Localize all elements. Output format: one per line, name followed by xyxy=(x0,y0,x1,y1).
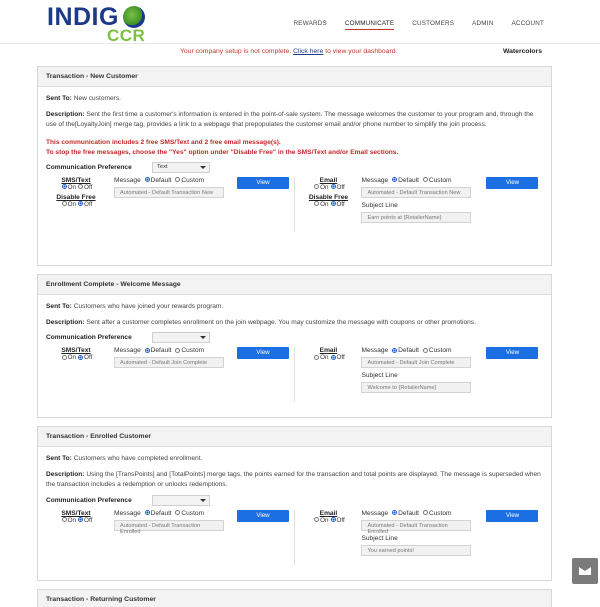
sent-to xyxy=(46,302,543,313)
sms-off-radio[interactable] xyxy=(78,184,83,189)
default-radio[interactable] xyxy=(392,348,397,353)
default-label: Default xyxy=(150,176,172,184)
disable-free-on-radio[interactable] xyxy=(314,201,319,206)
email-group xyxy=(305,177,351,208)
sms-message-group xyxy=(114,509,224,535)
pref-label: Communication Preference xyxy=(46,496,132,504)
custom-label: Custom xyxy=(181,176,205,184)
view-button[interactable]: View xyxy=(486,510,538,522)
custom-label: Custom xyxy=(181,509,205,517)
email-toggle xyxy=(305,184,351,191)
sms-section xyxy=(46,510,294,565)
custom-label: Custom xyxy=(181,347,205,354)
default-label: Default xyxy=(398,176,419,184)
on-label: On xyxy=(67,354,77,361)
sms-on-radio[interactable] xyxy=(62,355,67,360)
default-radio[interactable] xyxy=(392,510,397,515)
email-section xyxy=(294,177,543,232)
panel-title: Enrollment Complete - Welcome Message xyxy=(38,275,551,295)
sent-to-label: Sent To: xyxy=(46,303,72,310)
view-button[interactable]: View xyxy=(486,177,538,189)
nav-rewards[interactable]: REWARDS xyxy=(293,20,327,27)
email-title: Email xyxy=(319,176,338,184)
custom-radio[interactable] xyxy=(175,177,180,182)
default-label: Default xyxy=(398,347,419,354)
email-message-group xyxy=(361,347,471,393)
sent-to-label: Sent To: xyxy=(46,455,72,462)
default-label: Default xyxy=(398,509,419,517)
on-label: On xyxy=(67,183,77,191)
view-button[interactable]: View xyxy=(237,347,289,359)
custom-radio[interactable] xyxy=(175,348,180,353)
sms-template-field[interactable]: Automated - Default Transaction New xyxy=(114,187,224,198)
default-radio[interactable] xyxy=(392,177,397,182)
email-on-radio[interactable] xyxy=(314,355,319,360)
email-off-radio[interactable] xyxy=(331,355,336,360)
pref-label: Communication Preference xyxy=(46,334,132,341)
description-label: Description: xyxy=(46,470,85,478)
sms-section xyxy=(46,347,294,402)
email-toggle xyxy=(305,354,351,361)
sms-template-field[interactable]: Automated - Default Join Complete xyxy=(114,357,224,368)
disable-free-off-radio[interactable] xyxy=(78,201,83,206)
sms-section xyxy=(46,177,294,232)
nav-account[interactable]: ACCOUNT xyxy=(511,20,544,27)
sms-title: SMS/Text xyxy=(61,347,91,354)
description xyxy=(46,470,543,491)
default-radio[interactable] xyxy=(145,177,150,182)
sms-toggle xyxy=(48,184,104,191)
off-label: Off xyxy=(84,183,93,191)
email-toggle xyxy=(305,517,351,524)
disable-free-off-radio[interactable] xyxy=(331,201,336,206)
pref-label: Communication Preference xyxy=(46,163,132,171)
description xyxy=(46,110,543,131)
communication-preference xyxy=(46,162,543,173)
nav-customers[interactable]: CUSTOMERS xyxy=(412,20,455,27)
notice-text: Your company setup is not complete. xyxy=(180,48,292,55)
sms-toggle xyxy=(48,517,104,524)
custom-radio[interactable] xyxy=(175,510,180,515)
off-label: Off xyxy=(84,354,93,361)
sms-message-group xyxy=(114,347,224,368)
email-on-radio[interactable] xyxy=(314,517,319,522)
chevron-down-icon xyxy=(200,166,206,169)
email-group xyxy=(305,347,351,361)
off-label: Off xyxy=(84,200,93,208)
nav-communicate[interactable]: COMMUNICATE xyxy=(345,20,394,30)
custom-radio[interactable] xyxy=(423,510,428,515)
message-label: Message xyxy=(361,509,389,517)
description-label: Description: xyxy=(46,318,85,326)
email-template-field[interactable]: Automated - Default Join Complete xyxy=(361,357,471,368)
communication-preference xyxy=(46,332,543,343)
disable-free-instruction: To stop the free messages, choose the "Yes" option under "Disable Free" in the SMS/Text and/or Email sections. xyxy=(46,148,399,156)
company-name: Watercolors xyxy=(502,48,542,55)
sms-off-radio[interactable] xyxy=(78,517,83,522)
off-label: Off xyxy=(336,516,345,524)
on-label: On xyxy=(320,183,329,191)
nav-admin[interactable]: ADMIN xyxy=(472,20,494,27)
preference-value: Text xyxy=(157,163,168,170)
message-label: Message xyxy=(361,347,389,354)
preference-select[interactable] xyxy=(152,332,210,343)
top-header xyxy=(0,0,600,44)
view-button[interactable]: View xyxy=(237,177,289,189)
sms-title: SMS/Text xyxy=(61,509,91,517)
description xyxy=(46,318,543,329)
sent-to-label: Sent To: xyxy=(46,95,72,102)
preference-select[interactable] xyxy=(152,162,210,173)
subject-line-label: Subject Line xyxy=(361,201,398,209)
sent-to xyxy=(46,454,543,465)
globe-icon xyxy=(123,6,145,28)
subject-line-field[interactable]: Earn points at {RetailerName} xyxy=(361,212,471,223)
email-title: Email xyxy=(319,347,338,354)
dashboard-link[interactable]: Click here xyxy=(293,48,324,55)
subject-line-label: Subject Line xyxy=(361,372,398,379)
custom-label: Custom xyxy=(428,509,452,517)
sent-to-value: Customers who have joined your rewards program. xyxy=(73,303,224,310)
description-value: Using the [TransPoints] and [TotalPoints] merge tags, the points earned for the transaction and total points are displayed. The message is superseded when the transaction includes a redemption or unlocks redemptions. xyxy=(46,470,541,488)
subject-line-field[interactable]: Welcome to {RetailerName} xyxy=(361,382,471,393)
description-value: Sent the first time a customer's information is entered in the point-of-sale system. The message welcomes the customer to your program and, through the use of the[LoyaltyJoin] merge tag, provides a link to a webpage that prepopulates the customer email and/or phone number to simplify the join process. xyxy=(46,110,534,128)
sent-to-value: New customers. xyxy=(73,95,122,102)
sms-group xyxy=(48,347,104,361)
view-button[interactable]: View xyxy=(237,510,289,522)
panel-title: Transaction - Enrolled Customer xyxy=(38,427,551,447)
email-group xyxy=(305,510,351,524)
subject-line-label: Subject Line xyxy=(361,534,398,542)
custom-label: Custom xyxy=(428,176,452,184)
disable-free-toggle xyxy=(48,201,104,208)
custom-label: Custom xyxy=(428,347,452,354)
sms-template-field[interactable]: Automated - Default Transaction Enrolled xyxy=(114,520,224,531)
email-section xyxy=(294,510,543,565)
email-off-radio[interactable] xyxy=(331,184,336,189)
off-label: Off xyxy=(336,354,345,361)
sent-to xyxy=(46,94,543,105)
message-label: Message xyxy=(114,509,141,517)
indigo-ccr-logo[interactable] xyxy=(47,3,152,43)
logo-subtitle: CCR xyxy=(107,26,146,45)
sms-off-radio[interactable] xyxy=(78,355,83,360)
email-off-radio[interactable] xyxy=(331,517,336,522)
sms-group xyxy=(48,177,104,208)
on-label: On xyxy=(320,354,329,361)
description-value: Sent after a customer completes enrollment on the join webpage. You may customize the message with coupons or other promotions. xyxy=(86,318,476,326)
main-nav xyxy=(294,20,544,30)
default-radio[interactable] xyxy=(145,510,150,515)
sms-message-group xyxy=(114,177,224,198)
email-section xyxy=(294,347,543,402)
custom-radio[interactable] xyxy=(423,177,428,182)
setup-notice xyxy=(0,48,600,58)
disable-free-title: Disable Free xyxy=(56,193,96,201)
panel-transaction-enrolled xyxy=(37,426,552,581)
email-disable-free-toggle xyxy=(305,201,351,208)
envelope-icon xyxy=(579,567,591,575)
off-label: Off xyxy=(336,183,345,191)
description-label: Description: xyxy=(46,110,85,118)
subject-line-field[interactable]: You earned points! xyxy=(361,545,471,556)
disable-free-on-radio[interactable] xyxy=(62,201,67,206)
chevron-down-icon xyxy=(200,499,206,502)
panel-title: Transaction - New Customer xyxy=(38,67,551,87)
preference-select[interactable] xyxy=(152,495,210,506)
email-template-field[interactable]: Automated - Default Transaction Enrolled xyxy=(361,520,471,531)
sms-group xyxy=(48,510,104,524)
panel-transaction-new-customer xyxy=(37,66,552,266)
disable-free-title: Disable Free xyxy=(308,193,349,201)
on-label: On xyxy=(67,200,77,208)
email-template-field[interactable]: Automated - Default Transaction New xyxy=(361,187,471,198)
sms-toggle xyxy=(48,354,104,361)
message-label: Message xyxy=(361,176,389,184)
sms-on-radio[interactable] xyxy=(62,517,67,522)
on-label: On xyxy=(320,200,329,208)
message-label: Message xyxy=(114,176,141,184)
email-title: Email xyxy=(319,509,338,517)
panel-enrollment-complete xyxy=(37,274,552,418)
chevron-down-icon xyxy=(200,336,206,339)
email-message-group xyxy=(361,510,471,556)
view-button[interactable]: View xyxy=(486,347,538,359)
off-label: Off xyxy=(84,516,93,524)
sent-to-value: Customers who have completed enrollment. xyxy=(73,455,203,462)
email-on-radio[interactable] xyxy=(314,184,319,189)
message-label: Message xyxy=(114,347,141,354)
communication-preference xyxy=(46,495,543,506)
logo-wordmark: INDIG xyxy=(47,3,119,31)
default-label: Default xyxy=(150,347,172,354)
panel-title: Transaction - Returning Customer xyxy=(38,590,551,607)
notice-suffix: to view your dashboard. xyxy=(323,48,398,55)
free-messages-warning: This communication includes 2 free SMS/Text and 2 free email message(s). xyxy=(46,138,281,146)
sms-on-radio[interactable] xyxy=(62,184,67,189)
off-label: Off xyxy=(336,200,345,208)
custom-radio[interactable] xyxy=(423,348,428,353)
default-label: Default xyxy=(150,509,172,517)
on-label: On xyxy=(320,516,329,524)
email-message-group xyxy=(361,177,471,223)
setup-message xyxy=(180,48,397,55)
default-radio[interactable] xyxy=(145,348,150,353)
message-float-button[interactable] xyxy=(572,558,598,584)
on-label: On xyxy=(67,516,77,524)
sms-title: SMS/Text xyxy=(61,176,91,184)
panel-transaction-returning xyxy=(37,589,552,607)
